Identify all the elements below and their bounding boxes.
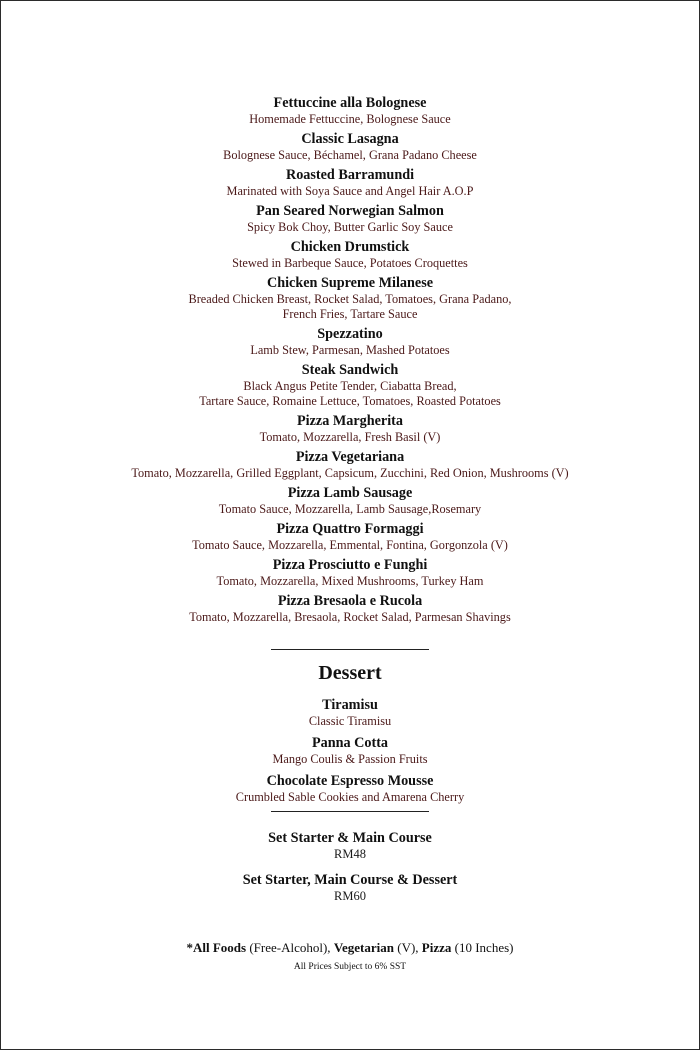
dish-name: Pizza Bresaola e Rucola — [277, 593, 423, 609]
dish-name: Steak Sandwich — [301, 362, 399, 378]
dish-name: Spezzatino — [317, 326, 383, 342]
dessert-heading: Dessert — [318, 662, 382, 684]
dish-name: Chicken Supreme Milanese — [266, 275, 434, 291]
pizza-size-note: (10 Inches) — [454, 940, 514, 955]
menu-item — [1, 167, 699, 199]
set-menu-item — [1, 830, 699, 862]
dish-description: Tomato, Mozzarella, Bresaola, Rocket Salad, Parmesan Shavings — [189, 610, 511, 624]
dish-description: Tomato Sauce, Mozzarella, Emmental, Fontina, Gorgonzola (V) — [192, 538, 508, 552]
dish-description: Crumbled Sable Cookies and Amarena Cherry — [235, 790, 465, 804]
menu-item — [1, 735, 699, 767]
dish-name: Chicken Drumstick — [290, 239, 410, 255]
dish-description: Tomato Sauce, Mozzarella, Lamb Sausage,Rosemary — [218, 502, 482, 516]
dish-name: Roasted Barramundi — [285, 167, 415, 183]
set-price: RM48 — [334, 847, 366, 861]
dish-description: Tomato, Mozzarella, Grilled Eggplant, Capsicum, Zucchini, Red Onion, Mushrooms (V) — [131, 466, 569, 480]
menu-item — [1, 773, 699, 805]
dish-name: Pizza Lamb Sausage — [287, 485, 413, 501]
menu-item — [1, 697, 699, 729]
dish-name: Pizza Margherita — [297, 413, 403, 429]
dish-description: Classic Tiramisu — [308, 714, 392, 728]
menu-item — [1, 557, 699, 589]
menu-item — [1, 449, 699, 481]
vegetarian-mark: (V), — [397, 940, 419, 955]
dish-description: Lamb Stew, Parmesan, Mashed Potatoes — [250, 343, 450, 357]
menu-item — [1, 239, 699, 271]
menu-item — [1, 131, 699, 163]
menu-item — [1, 413, 699, 445]
dish-description: Breaded Chicken Breast, Rocket Salad, Tomatoes, Grana Padano, — [188, 292, 512, 306]
menu-item — [1, 485, 699, 517]
menu-item — [1, 275, 699, 322]
dish-name: Pizza Prosciutto e Funghi — [272, 557, 428, 573]
set-menu-list — [1, 830, 699, 904]
free-alcohol-note: (Free-Alcohol), — [249, 940, 331, 955]
set-name: Set Starter, Main Course & Dessert — [242, 872, 458, 888]
dish-description: Black Angus Petite Tender, Ciabatta Bread, — [243, 379, 457, 393]
dish-description: Marinated with Soya Sauce and Angel Hair A.O.P — [226, 184, 474, 198]
menu-item — [1, 362, 699, 409]
menu-item — [1, 95, 699, 127]
dish-name: Tiramisu — [322, 697, 378, 713]
tax-note: All Prices Subject to 6% SST — [293, 962, 407, 972]
dish-name: Fettuccine alla Bolognese — [273, 95, 427, 111]
menu-item — [1, 203, 699, 235]
dish-description: Stewed in Barbeque Sauce, Potatoes Croquettes — [232, 256, 468, 270]
dish-name: Pizza Vegetariana — [295, 449, 405, 465]
set-menu-item — [1, 872, 699, 904]
dish-name: Classic Lasagna — [301, 131, 399, 147]
food-notes — [1, 940, 699, 956]
dish-description: Homemade Fettuccine, Bolognese Sauce — [249, 112, 451, 126]
section-divider — [271, 649, 429, 650]
vegetarian-label: Vegetarian — [333, 940, 394, 955]
dish-description: Spicy Bok Choy, Butter Garlic Soy Sauce — [247, 220, 453, 234]
mains-list — [1, 95, 699, 625]
pizza-label: Pizza — [421, 940, 452, 955]
menu-content — [1, 95, 699, 974]
section-divider — [271, 811, 429, 812]
dish-description: Tomato, Mozzarella, Mixed Mushrooms, Turkey Ham — [216, 574, 484, 588]
menu-item — [1, 593, 699, 625]
dish-description: Tomato, Mozzarella, Fresh Basil (V) — [259, 430, 441, 444]
set-price: RM60 — [334, 889, 366, 903]
dish-description-line2: French Fries, Tartare Sauce — [282, 307, 418, 321]
dessert-list — [1, 697, 699, 805]
all-foods-label: *All Foods — [186, 940, 247, 955]
dish-name: Chocolate Espresso Mousse — [266, 773, 434, 789]
dish-description-line2: Tartare Sauce, Romaine Lettuce, Tomatoes, Roasted Potatoes — [199, 394, 501, 408]
dish-name: Panna Cotta — [311, 735, 389, 751]
dish-name: Pan Seared Norwegian Salmon — [256, 203, 444, 219]
set-name: Set Starter & Main Course — [268, 830, 432, 846]
dish-description: Bolognese Sauce, Béchamel, Grana Padano Cheese — [223, 148, 477, 162]
dish-name: Pizza Quattro Formaggi — [276, 521, 424, 537]
dish-description: Mango Coulis & Passion Fruits — [272, 752, 428, 766]
menu-item — [1, 521, 699, 553]
menu-item — [1, 326, 699, 358]
